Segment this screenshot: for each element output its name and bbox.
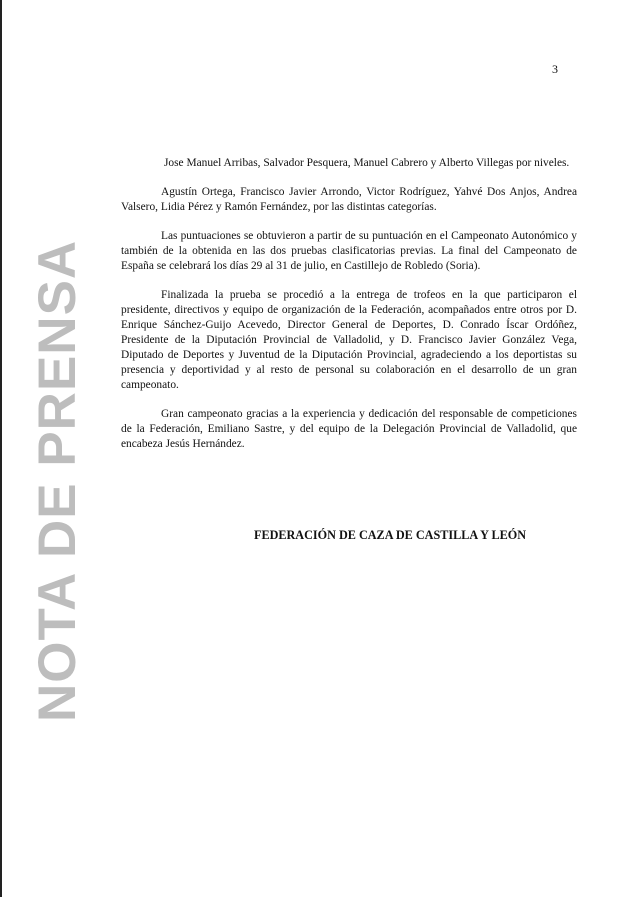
paragraph-rankings-levels: Jose Manuel Arribas, Salvador Pesquera, Manuel Cabrero y Alberto Villegas por niveles. (164, 157, 570, 169)
paragraph-rankings-categories: Agustín Ortega, Francisco Javier Arrondo, Victor Rodríguez, Yahvé Dos Anjos, Andrea Valsero, Lidia Pérez y Ramón Fernández, por las distintas categorías. (121, 186, 577, 213)
press-release-body (121, 156, 577, 466)
signature-federation: FEDERACIÓN DE CAZA DE CASTILLA Y LEÓN (254, 528, 527, 542)
press-release-watermark: NOTA DE PRENSA (28, 239, 87, 722)
page-left-border (0, 0, 2, 897)
paragraph-acknowledgements: Gran campeonato gracias a la experiencia y dedicación del responsable de competiciones de la Federación, Emiliano Sastre, y del equipo de la Delegación Provincial de Valladolid, que encabeza Jesús Hernández. (121, 408, 577, 450)
paragraph-scoring: Las puntuaciones se obtuvieron a partir de su puntuación en el Campeonato Autonómico y también de la obtenida en las dos pruebas clasificatorias previas. La final del Campeonato de España se celebrará los días 29 al 31 de julio, en Castillejo de Robledo (Soria). (121, 230, 577, 272)
page-number: 3 (552, 62, 558, 76)
paragraph-awards: Finalizada la prueba se procedió a la entrega de trofeos en la que participaron el presidente, directivos y equipo de organización de la Federación, acompañados entre otros por D. Enrique Sánchez-Guijo Acevedo, Director General de Deportes, D. Conrado Íscar Ordóñez, Presidente de la Diputación Provincial de Valladolid, y D. Francisco Javier González Vega, Diputado de Deportes y Juventud de la Diputación Provincial, agradeciendo a los deportistas su presencia y deportividad y al resto de personal su colaboración en el desarrollo de un gran campeonato. (121, 289, 577, 391)
